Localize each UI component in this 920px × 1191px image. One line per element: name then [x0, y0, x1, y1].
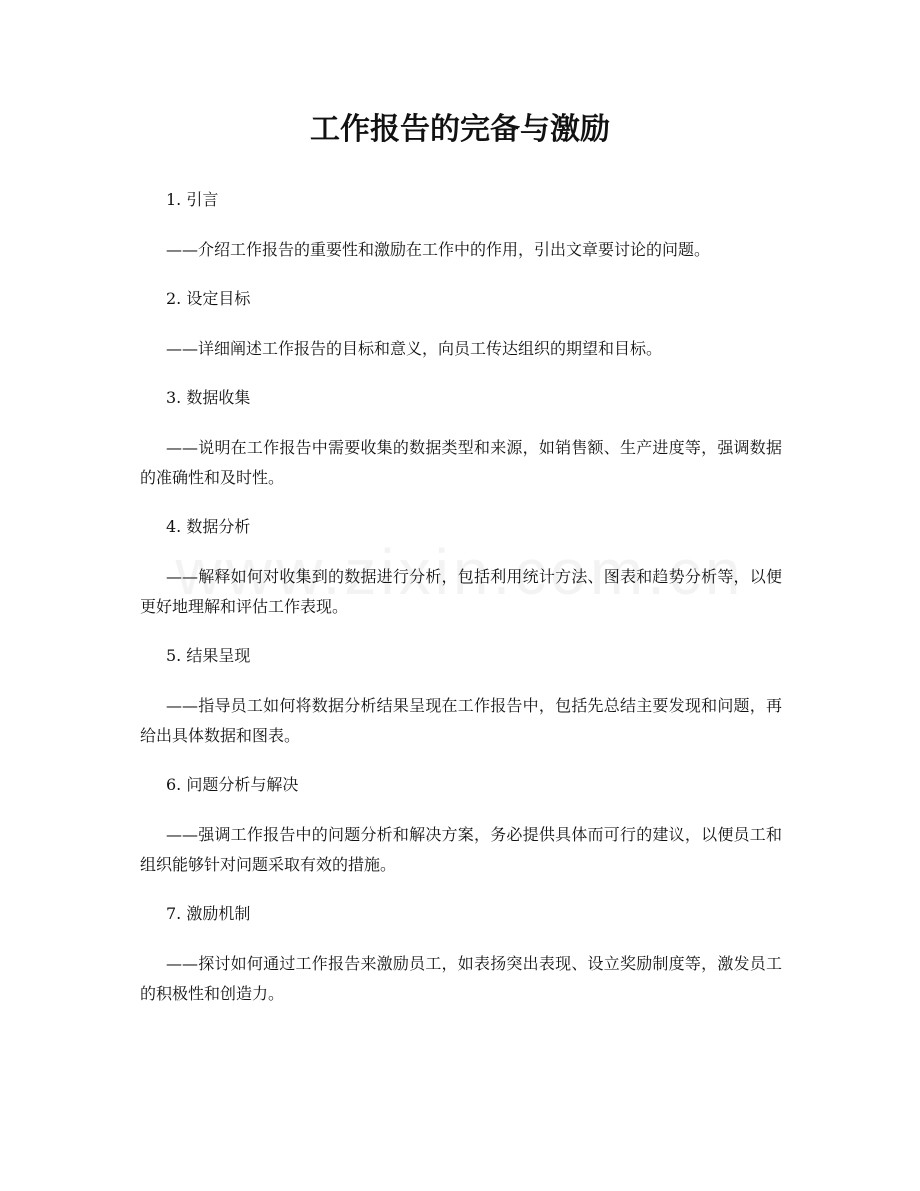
section-heading: 5. 结果呈现 [166, 646, 251, 665]
section-heading: 7. 激励机制 [166, 904, 251, 923]
section-text: ——详细阐述工作报告的目标和意义，向员工传达组织的期望和目标。 [166, 339, 663, 358]
section-text: ——强调工作报告中的问题分析和解决方案，务必提供具体而可行的建议，以便员工和组织能够针对问题采取有效的措施。 [140, 825, 782, 874]
section-heading: 2. 设定目标 [166, 289, 251, 308]
section-text: ——说明在工作报告中需要收集的数据类型和来源，如销售额、生产进度等，强调数据的准确性和及时性。 [140, 438, 782, 487]
section-heading: 1. 引言 [166, 190, 219, 209]
section-heading: 3. 数据收集 [166, 388, 251, 407]
document-title: 工作报告的完备与激励 [310, 112, 610, 147]
section-text: ——探讨如何通过工作报告来激励员工，如表扬突出表现、设立奖励制度等，激发员工的积极性和创造力。 [140, 954, 782, 1003]
section-text: ——指导员工如何将数据分析结果呈现在工作报告中，包括先总结主要发现和问题，再给出具体数据和图表。 [140, 696, 782, 745]
section-text: ——解释如何对收集到的数据进行分析，包括利用统计方法、图表和趋势分析等，以便更好地理解和评估工作表现。 [140, 567, 782, 616]
section-text: ——介绍工作报告的重要性和激励在工作中的作用，引出文章要讨论的问题。 [166, 240, 711, 259]
document-body [140, 186, 782, 1029]
section-heading: 4. 数据分析 [166, 517, 251, 536]
section-heading: 6. 问题分析与解决 [166, 775, 299, 794]
